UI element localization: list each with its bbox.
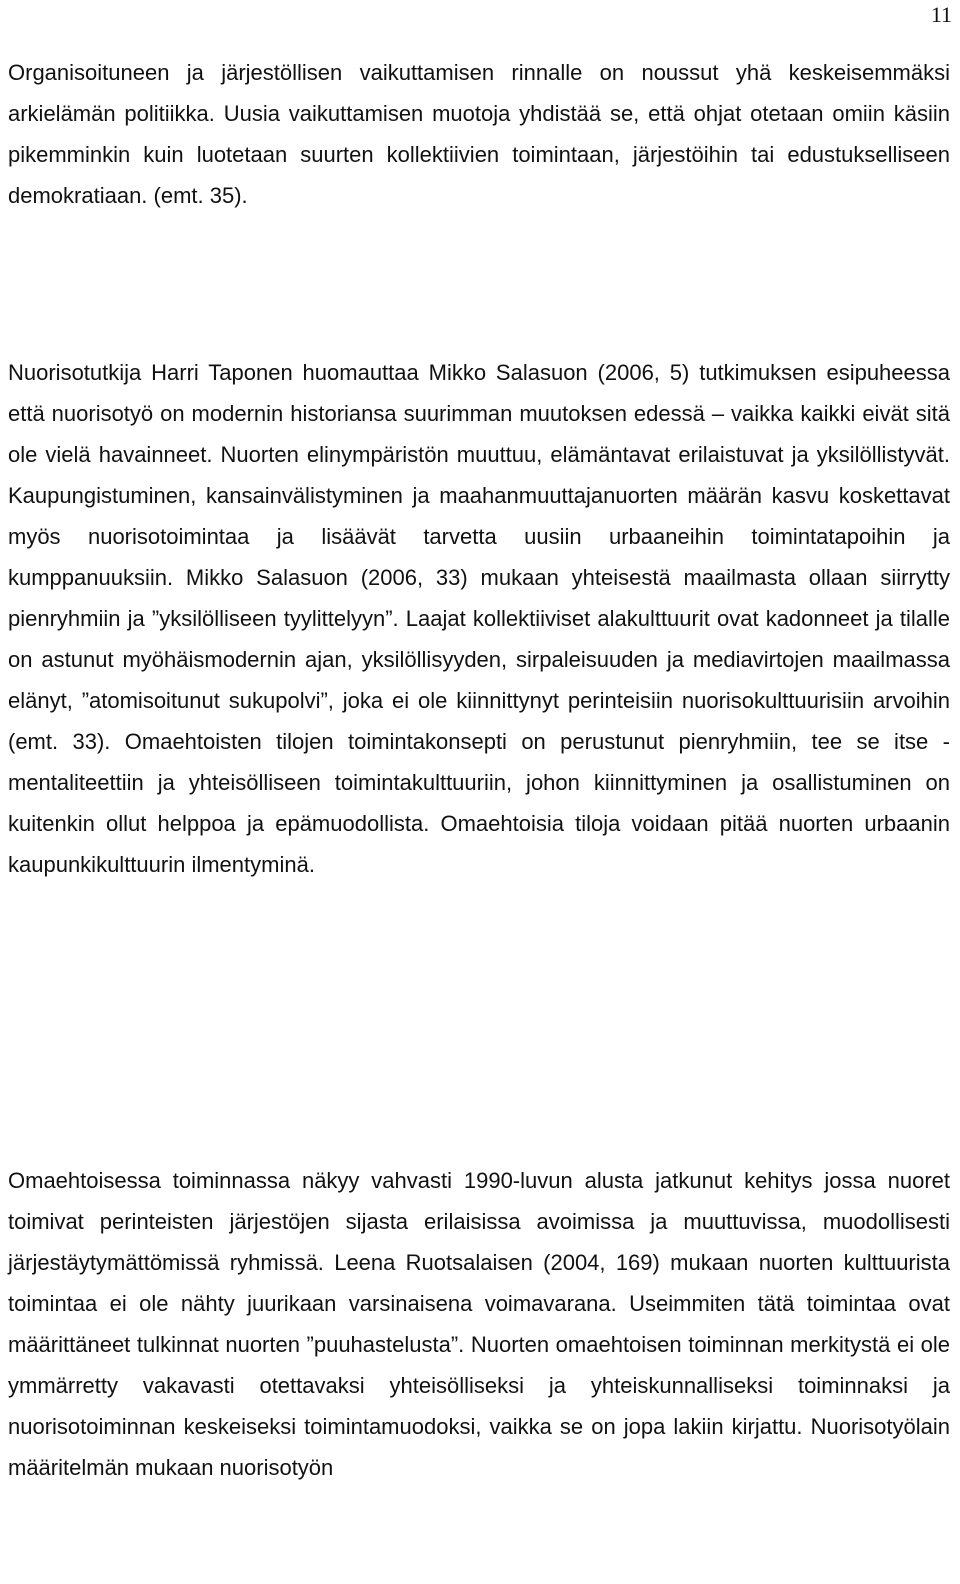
page-number: 11	[930, 2, 952, 27]
paragraph-omaehtoinen-toiminta: Omaehtoisessa toiminnassa näkyy vahvasti 1990-luvun alusta jatkunut kehitys jossa nuoret toimivat perinteisten järjestöjen sijasta erilaisissa avoimissa ja muuttuvissa, muodollisesti järjestäytymättömissä ryhmissä. Leena Ruotsalaisen (2004, 169) mukaan nuorten kulttuurista toimintaa ei ole nähty juurikaan varsinaisena voimavarana. Useimmiten tätä toimintaa ovat määrittäneet tulkinnat nuorten ”puuhastelusta”. Nuorten omaehtoisen toiminnan merkitystä ei ole ymmärretty vakavasti otettavaksi yhteisölliseksi ja yhteiskunnalliseksi toiminnaksi ja nuorisotoiminnan keskeiseksi toimintamuodoksi, vaikka se on jopa lakiin kirjattu. Nuorisotyölain määritelmän mukaan nuorisotyön	[8, 1168, 950, 1480]
paragraph-nuorisotyon-muutos: Nuorisotutkija Harri Taponen huomauttaa Mikko Salasuon (2006, 5) tutkimuksen esipuheessa että nuorisotyö on modernin historiansa suurimman muutoksen edessä – vaikka kaikki eivät sitä ole vielä havainneet. Nuorten elinympäristön muuttuu, elämäntavat erilaistuvat ja yksilöllistyvät. Kaupungistuminen, kansainvälistyminen ja maahanmuuttajanuorten määrän kasvu koskettavat myös nuorisotoimintaa ja lisäävät tarvetta uusiin urbaaneihin toimintatapoihin ja kumppanuuksiin. Mikko Salasuon (2006, 33) mukaan yhteisestä maailmasta ollaan siirrytty pienryhmiin ja ”yksilölliseen tyylittelyyn”. Laajat kollektiiviset alakulttuurit ovat kadonneet ja tilalle on astunut myöhäismodernin ajan, yksilöllisyyden, sirpaleisuuden ja mediavirtojen maailmassa elänyt, ”atomisoitunut sukupolvi”, joka ei ole kiinnittynyt perinteisiin nuorisokulttuurisiin arvoihin (emt. 33). Omaehtoisten tilojen toimintakonsepti on perustunut pienryhmiin, tee se itse -mentaliteettiin ja yhteisölliseen toimintakulttuuriin, johon kiinnittyminen ja osallistuminen on kuitenkin ollut helppoa ja epämuodollista. Omaehtoisia tiloja voidaan pitää nuorten urbaanin kaupunkikulttuurin ilmentyminä.	[8, 360, 950, 877]
paragraph-arkielaman-politiikka: Organisoituneen ja järjestöllisen vaikuttamisen rinnalle on noussut yhä keskeisemmäksi arkielämän politiikka. Uusia vaikuttamisen muotoja yhdistää se, että ohjat otetaan omiin käsiin pikemminkin kuin luotetaan suurten kollektiivien toimintaan, järjestöihin tai edustukselliseen demokratiaan. (emt. 35).	[8, 60, 950, 208]
